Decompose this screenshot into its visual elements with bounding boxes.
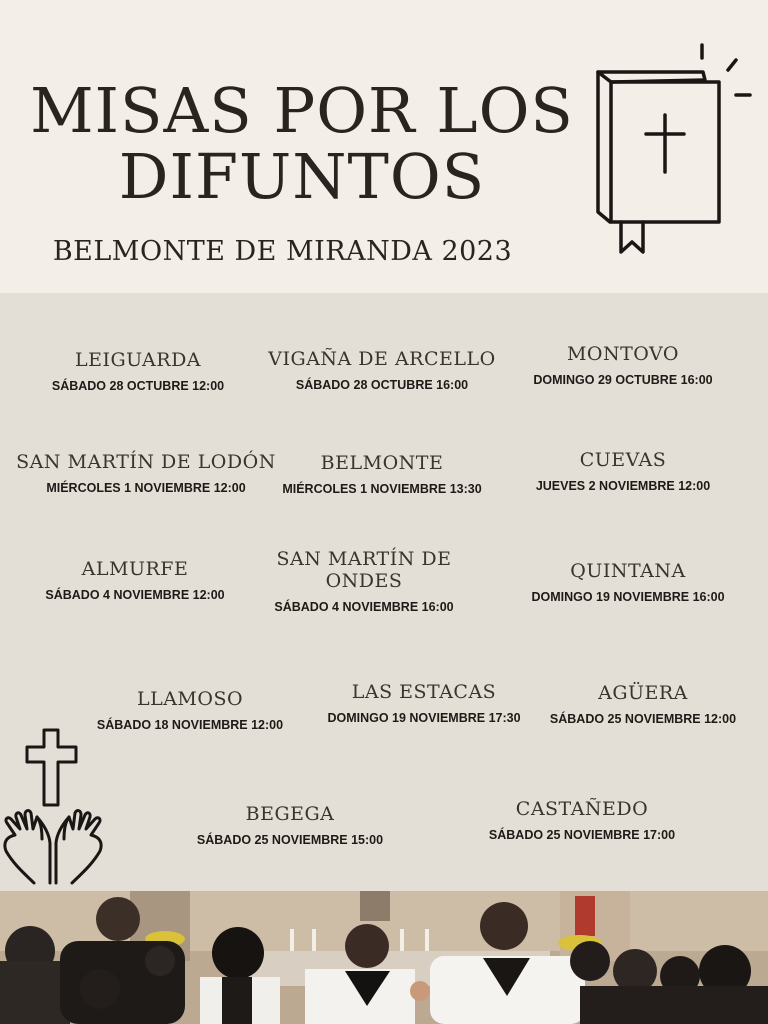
- church-scene-image: [0, 891, 768, 1024]
- list-item: [252, 348, 512, 392]
- place-name: LAS ESTACAS: [351, 681, 497, 703]
- place-name: BEGEGA: [245, 803, 335, 825]
- list-item: [513, 682, 768, 726]
- mass-date: SÁBADO 25 NOVIEMBRE 15:00: [196, 833, 384, 847]
- header: [0, 0, 768, 293]
- church-photo: [0, 891, 768, 1024]
- list-item: [8, 349, 268, 393]
- list-item: [5, 558, 265, 602]
- list-item: [498, 560, 758, 604]
- bible-icon: [588, 40, 758, 262]
- place-name: AGÜERA: [598, 682, 688, 704]
- place-name: LEIGUARDA: [74, 349, 202, 371]
- list-item: [252, 452, 512, 496]
- mass-date: SÁBADO 4 NOVIEMBRE 16:00: [274, 600, 454, 614]
- title-line-1: MISAS POR LOS: [30, 74, 574, 147]
- place-name: ALMURFE: [81, 558, 189, 580]
- list-item: [16, 451, 276, 495]
- place-name: QUINTANA: [570, 560, 686, 582]
- place-name: BELMONTE: [320, 452, 444, 474]
- list-item: [493, 343, 753, 387]
- place-name: MONTOVO: [566, 343, 680, 365]
- list-item: [452, 798, 712, 842]
- mass-date: SÁBADO 18 NOVIEMBRE 12:00: [96, 718, 284, 732]
- place-name: VIGAÑA DE ARCELLO: [268, 348, 496, 370]
- mass-date: DOMINGO 29 OCTUBRE 16:00: [533, 373, 713, 387]
- mass-date: MIÉRCOLES 1 NOVIEMBRE 12:00: [46, 481, 246, 495]
- list-item: [234, 548, 494, 614]
- place-name: CUEVAS: [579, 449, 667, 471]
- mass-date: JUEVES 2 NOVIEMBRE 12:00: [535, 479, 711, 493]
- mass-schedule: [0, 293, 768, 891]
- praying-hands-cross-icon: [0, 725, 108, 890]
- mass-date: DOMINGO 19 NOVIEMBRE 17:30: [327, 711, 521, 725]
- mass-date: SÁBADO 4 NOVIEMBRE 12:00: [45, 588, 225, 602]
- page-title: [22, 74, 582, 213]
- subtitle: BELMONTE DE MIRANDA 2023: [52, 236, 513, 267]
- place-name: SAN MARTÍN DE LODÓN: [16, 451, 276, 473]
- mass-date: MIÉRCOLES 1 NOVIEMBRE 13:30: [282, 482, 482, 496]
- place-name: CASTAÑEDO: [515, 798, 649, 820]
- list-item: [160, 803, 420, 847]
- mass-date: SÁBADO 28 OCTUBRE 12:00: [51, 379, 225, 393]
- title-line-2: DIFUNTOS: [118, 140, 486, 213]
- mass-date: SÁBADO 25 NOVIEMBRE 17:00: [488, 828, 676, 842]
- mass-date: SÁBADO 28 OCTUBRE 16:00: [295, 378, 469, 392]
- place-name: LLAMOSO: [136, 688, 244, 710]
- mass-date: DOMINGO 19 NOVIEMBRE 16:00: [531, 590, 725, 604]
- mass-date: SÁBADO 25 NOVIEMBRE 12:00: [549, 712, 737, 726]
- place-name: SAN MARTÍN DE ONDES: [276, 548, 452, 592]
- list-item: [493, 449, 753, 493]
